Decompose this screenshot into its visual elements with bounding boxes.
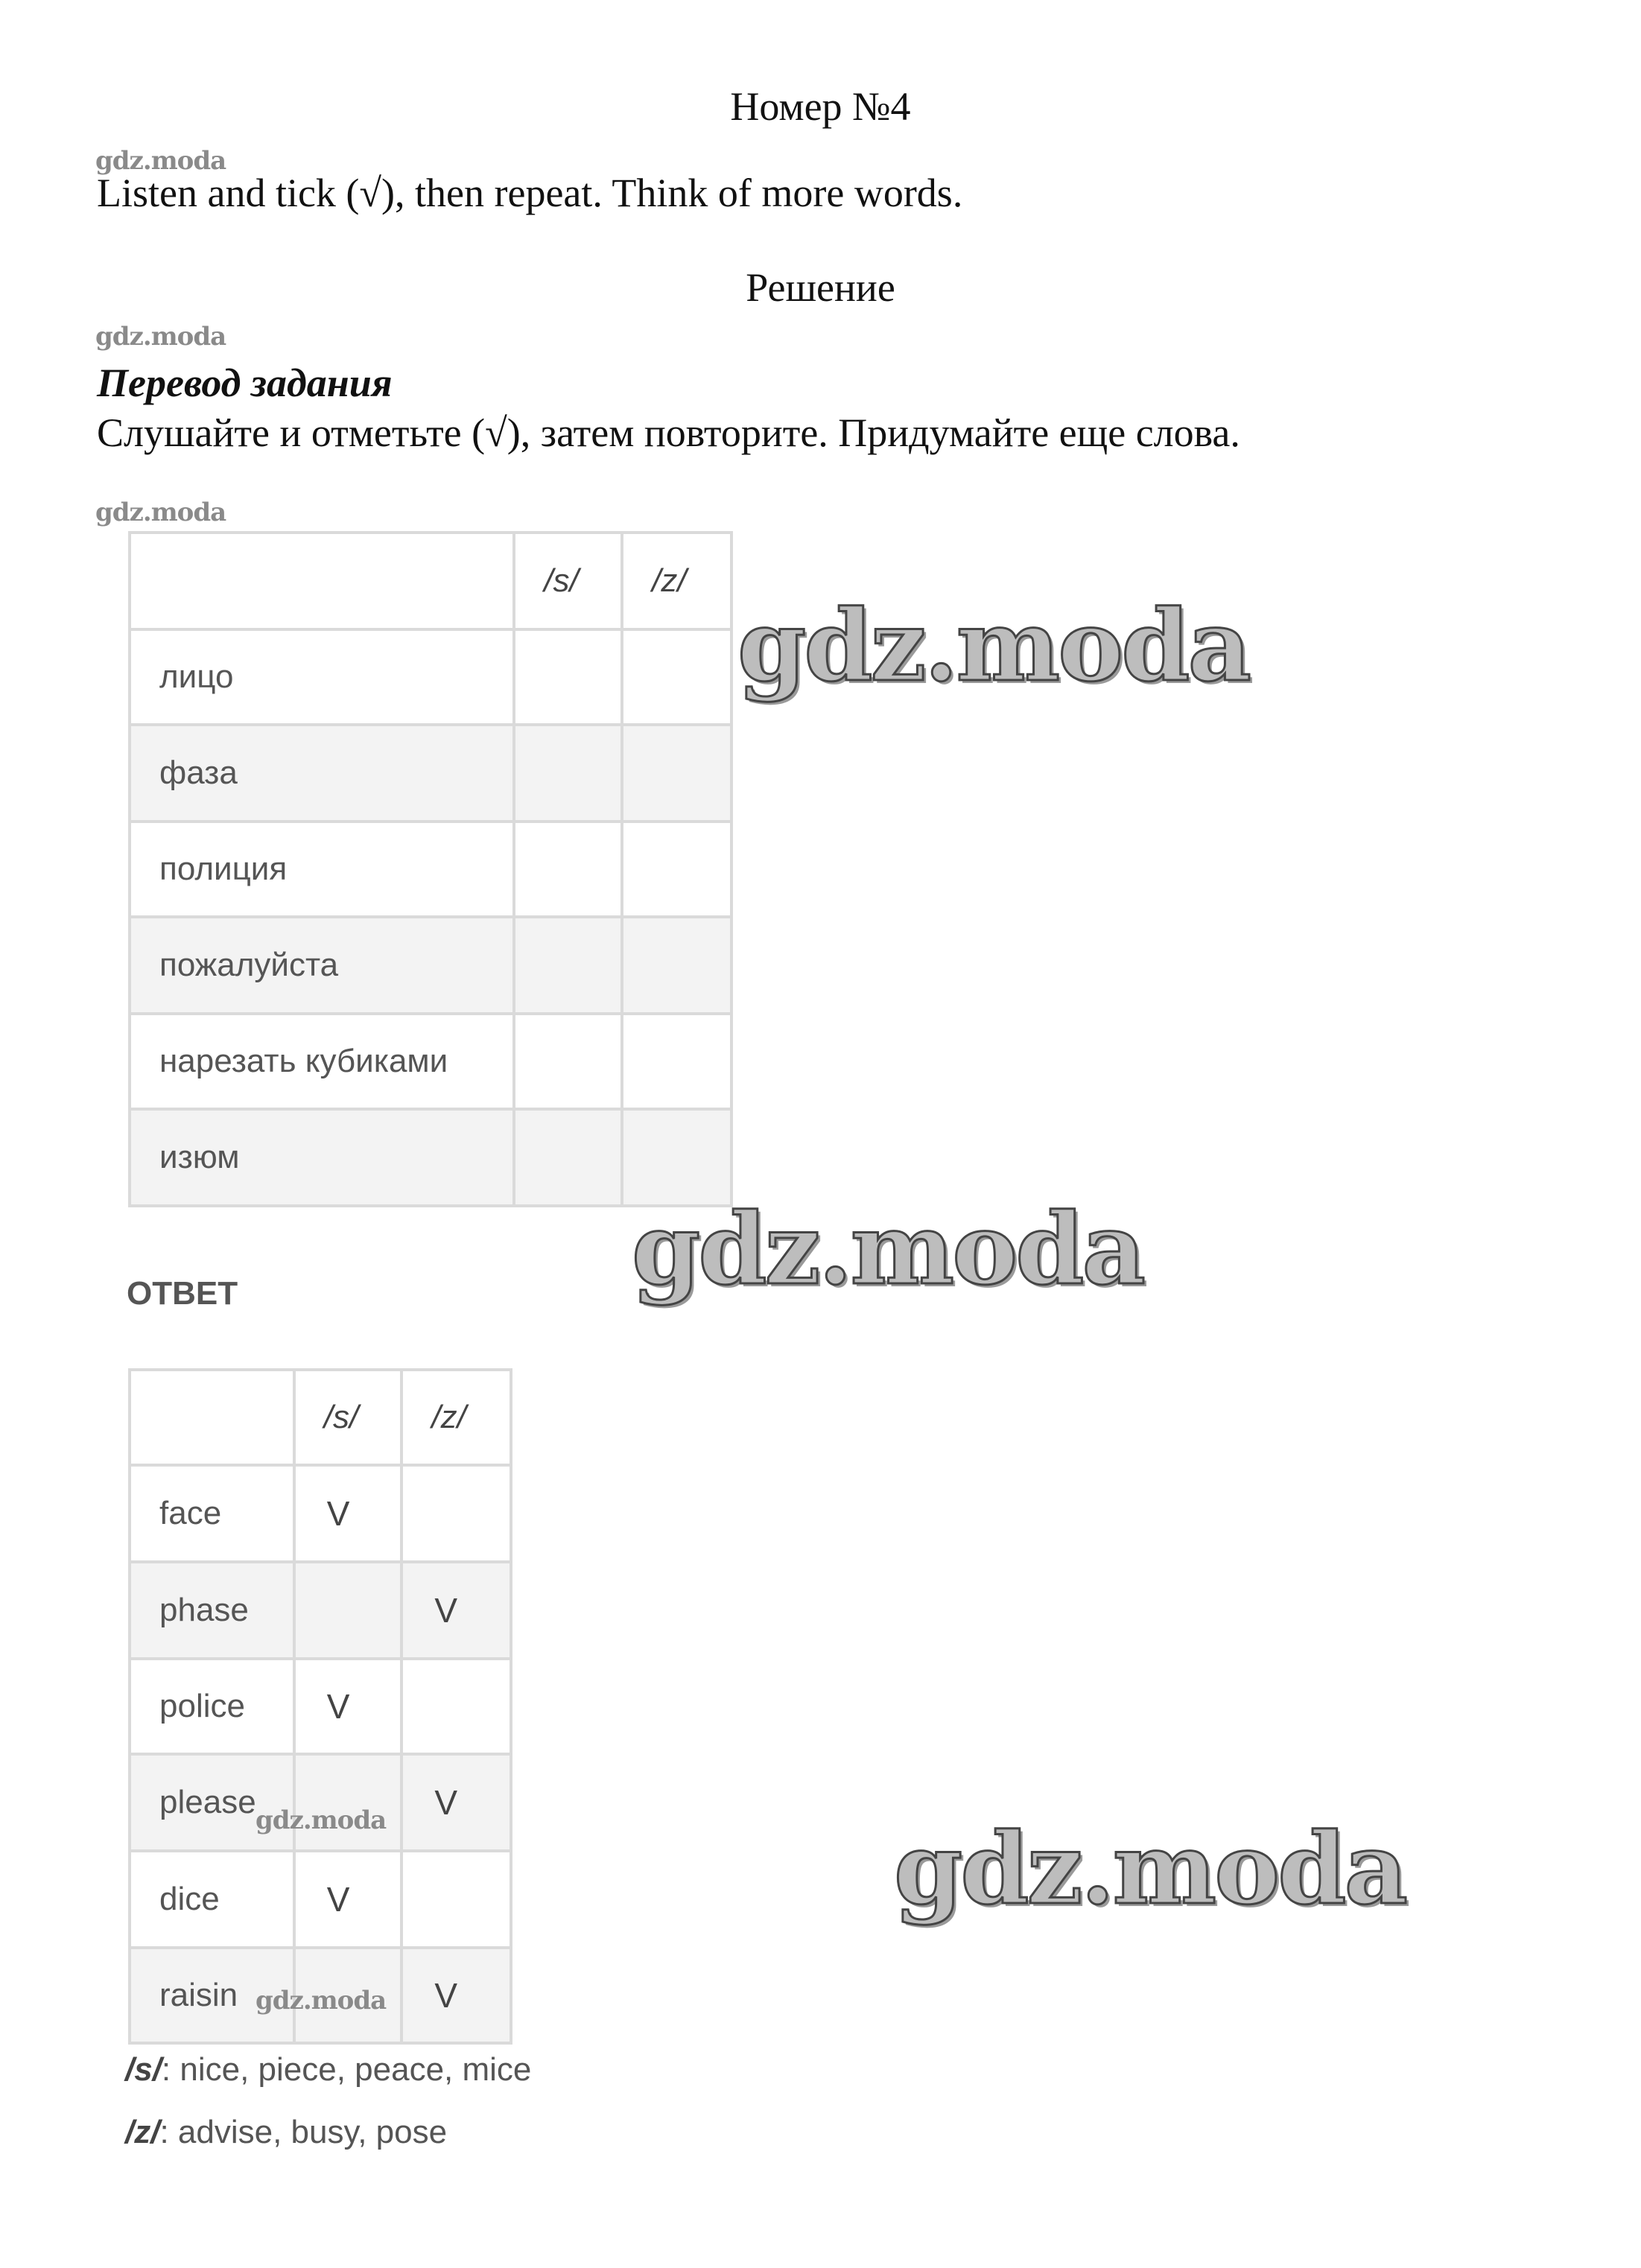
example-line-s (125, 2051, 531, 2088)
word-cell: raisin (130, 1948, 294, 2043)
watermark-logo: gdz.moda (894, 1811, 1406, 1927)
z-cell: V (401, 1562, 511, 1659)
sound-tag: /z/ (125, 2114, 160, 2150)
translation-text: Слушайте и отметьте (√), затем повторите. Придумайте еще слова. (97, 410, 1240, 455)
z-cell (622, 725, 731, 822)
table-header-cell: /z/ (622, 533, 731, 629)
example-line-z (125, 2114, 447, 2151)
word-cell: phase (130, 1562, 294, 1659)
solution-heading: Решение (746, 265, 895, 310)
table-row (130, 822, 731, 917)
word-cell: police (130, 1659, 294, 1754)
z-cell (401, 1659, 511, 1754)
translation-heading: Перевод задания (97, 360, 393, 405)
instruction-text: Listen and tick (√), then repeat. Think of more words. (97, 171, 963, 215)
s-cell (514, 725, 622, 822)
table-row (130, 917, 731, 1014)
word-cell: фаза (130, 725, 514, 822)
z-cell (622, 917, 731, 1014)
table-row (130, 1562, 511, 1659)
z-cell (622, 822, 731, 917)
s-cell: V (294, 1851, 402, 1948)
s-cell (294, 1754, 402, 1851)
s-cell (514, 629, 622, 725)
table-row (130, 725, 731, 822)
table-row (130, 1851, 511, 1948)
table-header-row (130, 533, 731, 629)
table-row (130, 1465, 511, 1562)
z-cell (401, 1851, 511, 1948)
translation-table (128, 531, 733, 1207)
z-cell (622, 1014, 731, 1109)
watermark-text: gdz.moda (95, 146, 226, 176)
table-row (130, 1754, 511, 1851)
word-cell: полиция (130, 822, 514, 917)
s-cell (514, 822, 622, 917)
word-cell: лицо (130, 629, 514, 725)
s-cell (514, 1109, 622, 1206)
example-words: : advise, busy, pose (159, 2114, 448, 2150)
table-row (130, 1014, 731, 1109)
answer-label: ОТВЕТ (127, 1275, 238, 1312)
word-cell: нарезать кубиками (130, 1014, 514, 1109)
example-words: : nice, piece, peace, mice (161, 2051, 532, 2088)
watermark-logo: gdz.moda (737, 588, 1250, 704)
watermark-logo: gdz.moda (632, 1192, 1144, 1307)
z-cell: V (401, 1948, 511, 2043)
watermark-text: gdz.moda (255, 1805, 387, 1835)
watermark-text: gdz.moda (95, 498, 226, 527)
z-cell (401, 1465, 511, 1562)
s-cell: V (294, 1659, 402, 1754)
s-cell (514, 917, 622, 1014)
answer-table (128, 1368, 512, 2045)
table-header-row (130, 1370, 511, 1465)
word-cell: dice (130, 1851, 294, 1948)
s-cell (294, 1562, 402, 1659)
z-cell: V (401, 1754, 511, 1851)
watermark-text: gdz.moda (95, 322, 226, 352)
word-cell: пожалуйста (130, 917, 514, 1014)
s-cell (514, 1014, 622, 1109)
word-cell: please (130, 1754, 294, 1851)
s-cell: V (294, 1465, 402, 1562)
table-row (130, 1659, 511, 1754)
z-cell (622, 629, 731, 725)
watermark-text: gdz.moda (255, 1986, 387, 2016)
table-row (130, 629, 731, 725)
page-title: Номер №4 (730, 84, 911, 129)
word-cell: изюм (130, 1109, 514, 1206)
table-header-cell (130, 533, 514, 629)
table-header-cell: /s/ (294, 1370, 402, 1465)
table-header-cell: /s/ (514, 533, 622, 629)
sound-tag: /s/ (125, 2051, 162, 2088)
table-header-cell (130, 1370, 294, 1465)
table-header-cell: /z/ (401, 1370, 511, 1465)
word-cell: face (130, 1465, 294, 1562)
